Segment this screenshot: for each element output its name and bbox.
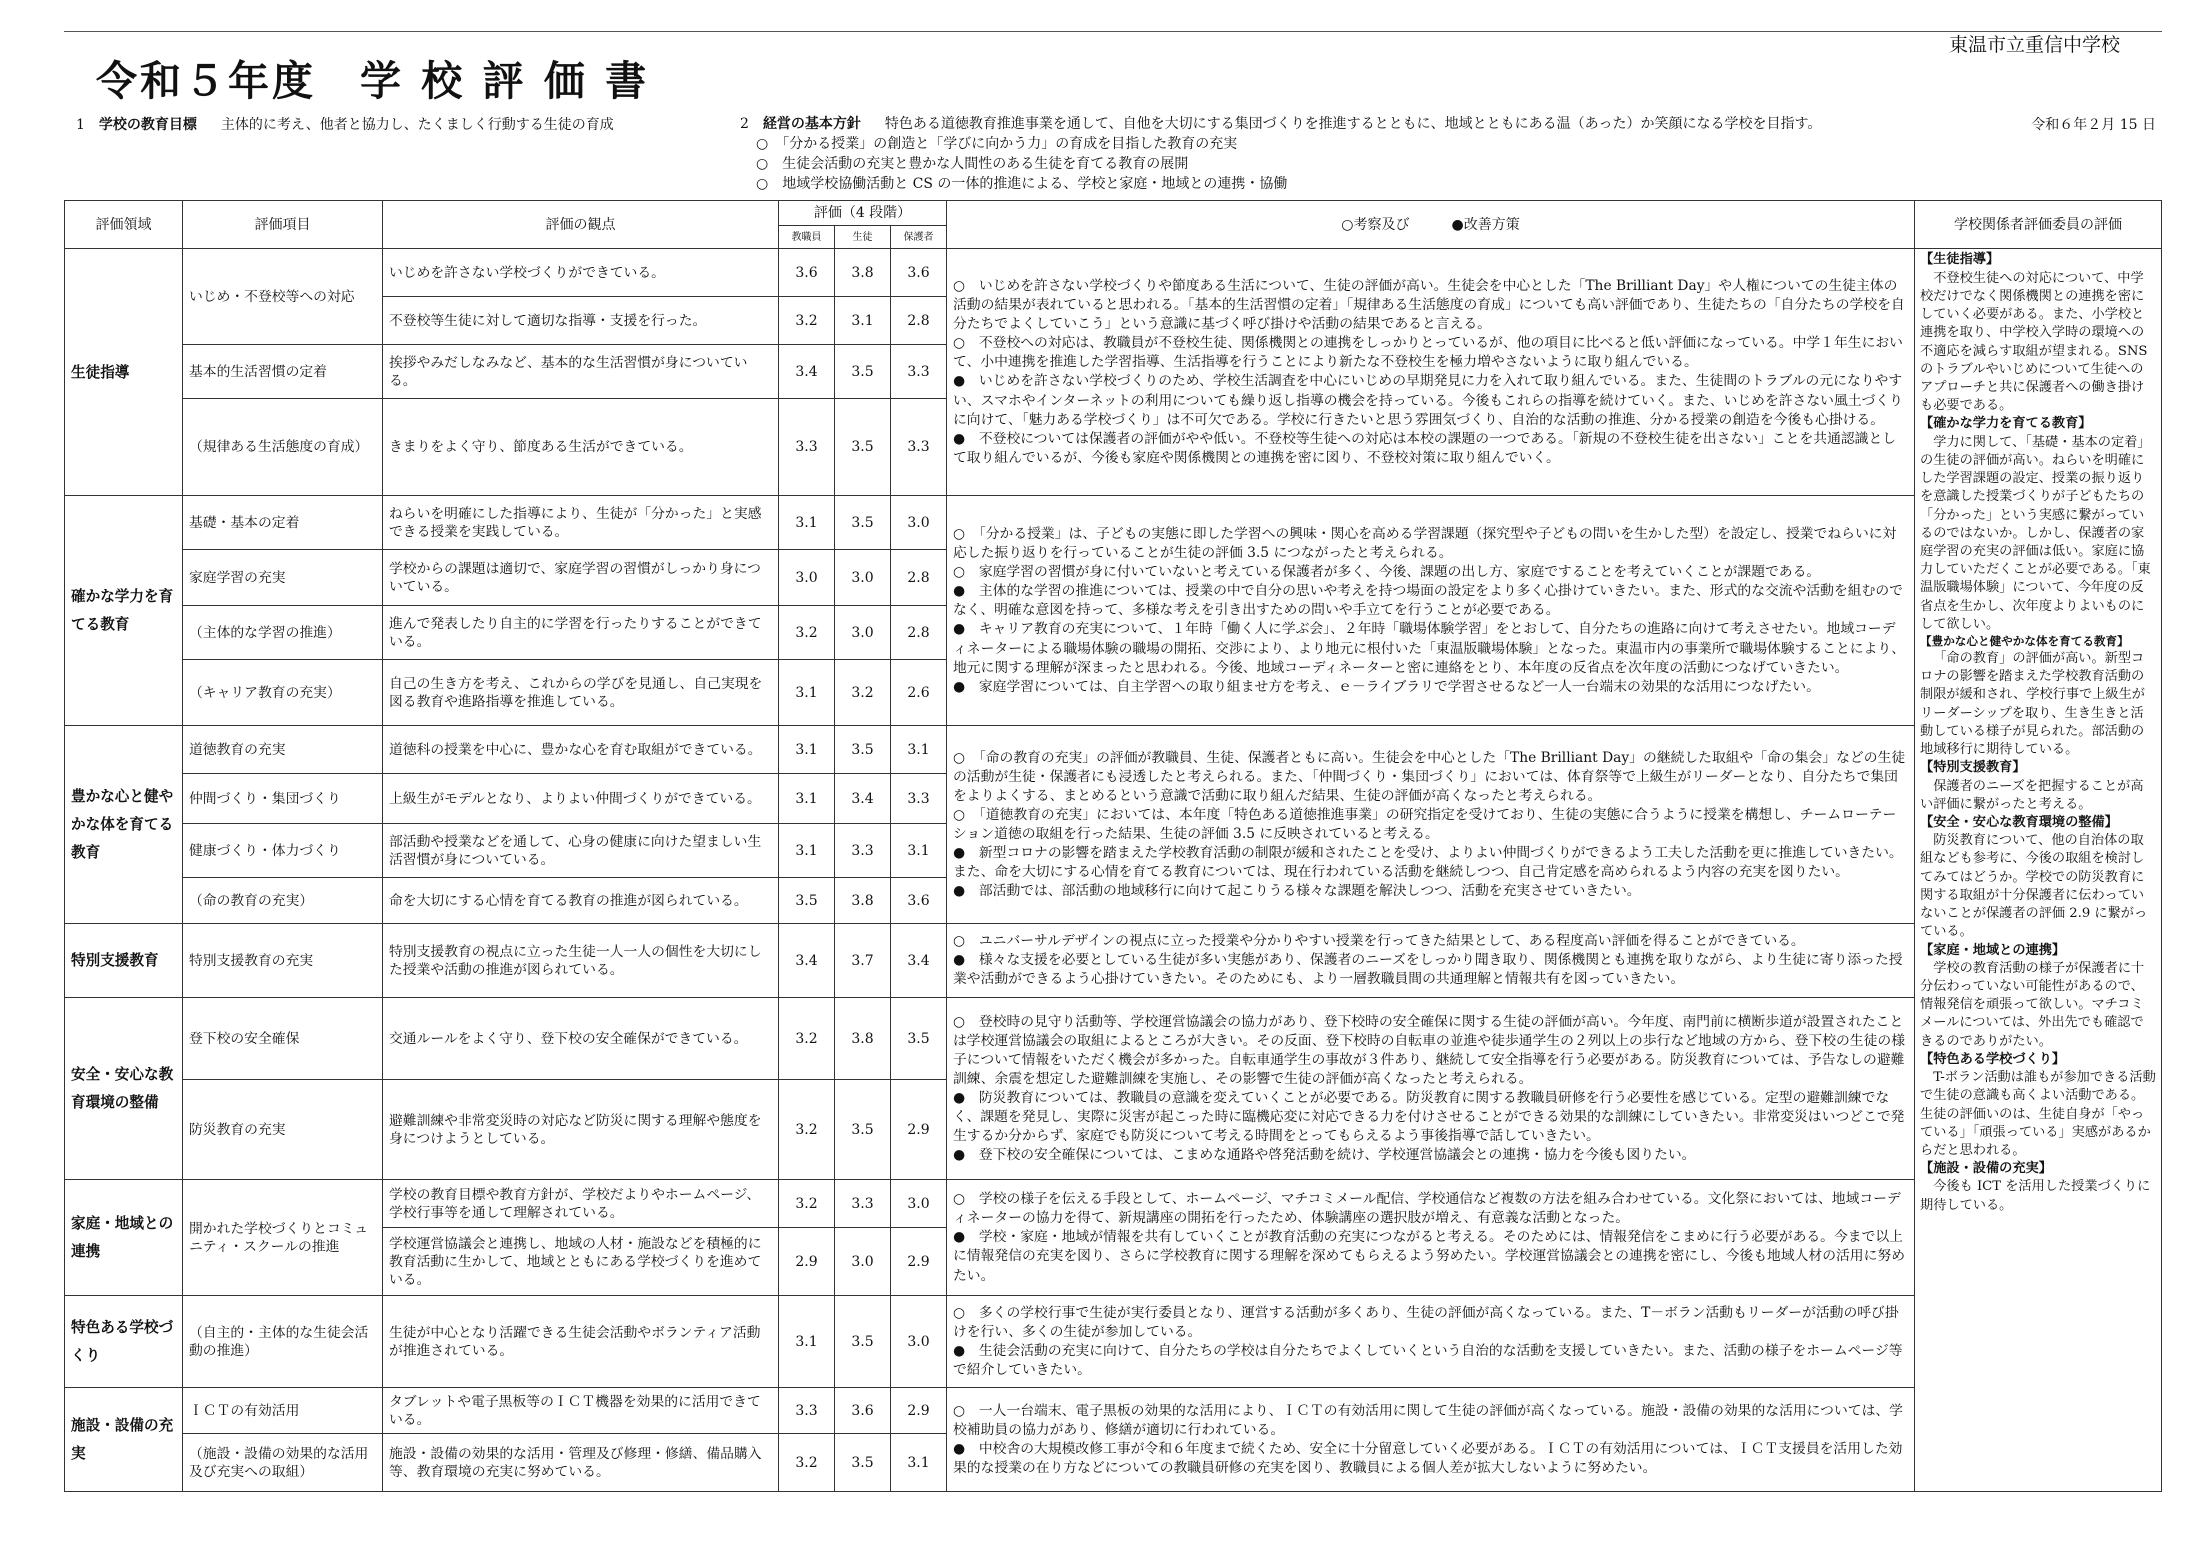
item-cell: 仲間づくり・集団づくり <box>183 774 383 824</box>
goal-text: 主体的に考え、他者と協力し、たくましく行動する生徒の育成 <box>220 117 614 133</box>
consideration-cell <box>947 249 1915 496</box>
score-staff: 3.1 <box>779 774 835 824</box>
consideration-item: ● 登下校の安全確保については、こまめな通路や啓発活動を続け、学校運営協議会との連携・協力を今後も図りたい。 <box>953 1147 1696 1164</box>
viewpoint-cell: 進んで発表したり自主的に学習を行ったりすることができている。 <box>383 606 779 660</box>
score-parents: 3.1 <box>891 824 947 878</box>
consideration-item: ○ いじめを許さない学校づくりや節度ある生活について、生徒の評価が高い。生徒会を中心とした「The Brilliant Day」や人権についての生徒主体の活動の結果が表れていると思われる。「基本的生活習慣の定着」「規律ある生活態度の育成」についても高い評価であり、生徒たちの「自分たちの学校を自分たちでよくしていこう」という意識に基づく呼び掛けや活動の結果であると言える。 <box>953 278 1905 333</box>
goal-heading: 学校の教育目標 <box>98 117 197 133</box>
score-students: 3.8 <box>835 878 891 924</box>
score-students: 3.0 <box>835 1228 891 1296</box>
committee-heading: 【施設・設備の充実】 <box>1920 1161 2052 1177</box>
consideration-item: ● 生徒会活動の充実に向けて、自分たちの学校は自分たちでよくしていくという自治的な活動を支援していきたい。また、活動の様子をホームページ等で紹介していきたい。 <box>953 1342 1903 1378</box>
committee-text: 学校の教育活動の様子が保護者に十分伝わっていない可能性があるので、情報発信を頑張って欲しい。マチコミメールについては、外出先でも確認できるのでありがたい。 <box>1920 960 2145 1049</box>
score-staff: 3.1 <box>779 726 835 774</box>
consideration-item: ● 部活動では、部活動の地域移行に向けて起こりうる様々な課題を解決しつつ、活動を充実させていきたい。 <box>953 883 1641 900</box>
viewpoint-cell: 部活動や授業などを通して、心身の健康に向けた望ましい生活習慣が身についている。 <box>383 824 779 878</box>
consideration-cell <box>947 1296 1915 1388</box>
viewpoint-cell: 学校の教育目標や教育方針が、学校だよりやホームページ、学校行事等を通して理解されている。 <box>383 1180 779 1228</box>
score-staff: 3.2 <box>779 1180 835 1228</box>
consideration-item: ● キャリア教育の充実について、１年時「働く人に学ぶ会」、２年時「職場体験学習」をとおして、自分たちの進路に向けて考えさせたい。地域コーディネーターによる職場体験の職場の開拓、交渉により、より地元に根付いた「東温版職場体験」となった。東温市内の事業所で職場体験することにより、地元に関する理解が深まったと思われる。今後、地域コーディネーターと密に連絡をとり、本年度の反省点を次年度の活動につなげていきたい。 <box>953 621 1905 676</box>
score-staff: 3.1 <box>779 496 835 550</box>
header-viewpoint: 評価の観点 <box>383 201 779 249</box>
table-row <box>65 726 2162 774</box>
score-staff: 3.4 <box>779 345 835 399</box>
score-staff: 3.3 <box>779 1388 835 1434</box>
consideration-cell <box>947 998 1915 1180</box>
item-cell: 健康づくり・体力づくり <box>183 824 383 878</box>
score-staff: 3.1 <box>779 660 835 726</box>
area-cell: 特別支援教育 <box>65 924 183 998</box>
item-cell: （キャリア教育の充実） <box>183 660 383 726</box>
consideration-item: ● 主体的な学習の推進については、授業の中で自分の思いや考えを持つ場面の設定をより多く心掛けていきたい。また、形式的な交流や活動を組むのでなく、明確な意図を持って、多様な考えを引き出すための問いや手立てを行うことが必要である。 <box>953 583 1903 619</box>
table-row <box>65 496 2162 550</box>
consideration-item: ○ 多くの学校行事で生徒が実行委員となり、運営する活動が多くあり、生徒の評価が高くなっている。また、T－ボラン活動もリーダーが活動の呼び掛けを行い、多くの生徒が参加している。 <box>953 1304 1899 1340</box>
score-staff: 3.4 <box>779 924 835 998</box>
header-sub-students: 生徒 <box>835 226 891 249</box>
score-students: 3.8 <box>835 998 891 1080</box>
score-parents: 2.9 <box>891 1388 947 1434</box>
item-cell: （命の教育の充実） <box>183 878 383 924</box>
area-cell: 施設・設備の充実 <box>65 1388 183 1492</box>
score-parents: 3.3 <box>891 399 947 496</box>
score-staff: 3.2 <box>779 1434 835 1492</box>
score-staff: 3.2 <box>779 297 835 345</box>
score-students: 3.0 <box>835 550 891 606</box>
score-staff: 3.0 <box>779 550 835 606</box>
score-students: 3.2 <box>835 660 891 726</box>
item-cell: いじめ・不登校等への対応 <box>183 249 383 345</box>
committee-heading: 【生徒指導】 <box>1920 252 2000 268</box>
consideration-cell <box>947 496 1915 726</box>
table-row <box>65 1388 2162 1434</box>
consideration-item: ○ 家庭学習の習慣が身に付いていないと考えている保護者が多く、今後、課題の出し方、家庭ですることを考えていくことが課題である。 <box>953 564 1821 581</box>
header-consider: ○考察及び ●改善方策 <box>947 201 1915 249</box>
committee-heading: 【豊かな心と健やかな体を育てる教育】 <box>1920 634 2129 649</box>
score-parents: 3.0 <box>891 1296 947 1388</box>
score-students: 3.7 <box>835 924 891 998</box>
score-students: 3.1 <box>835 297 891 345</box>
consideration-cell <box>947 726 1915 924</box>
item-cell: 基礎・基本の定着 <box>183 496 383 550</box>
area-cell: 生徒指導 <box>65 249 183 496</box>
score-parents: 2.8 <box>891 550 947 606</box>
viewpoint-cell: 道徳科の授業を中心に、豊かな心を育む取組ができている。 <box>383 726 779 774</box>
viewpoint-cell: 命を大切にする心情を育てる教育の推進が図られている。 <box>383 878 779 924</box>
consideration-item: ● 家庭学習については、自主学習への取り組ませ方を考え、ｅ－ライブラリで学習させるなど一人一台端末の効果的な活用につなげたい。 <box>953 678 1820 695</box>
viewpoint-cell: 不登校等生徒に対して適切な指導・支援を行った。 <box>383 297 779 345</box>
header-eval: 評価（4 段階） <box>779 201 947 226</box>
policy-heading: 経営の基本方針 <box>762 116 861 132</box>
committee-heading: 【特色ある学校づくり】 <box>1920 1051 2066 1067</box>
viewpoint-cell: いじめを許さない学校づくりができている。 <box>383 249 779 297</box>
score-parents: 3.0 <box>891 1180 947 1228</box>
consideration-item: ● 様々な支援を必要としている生徒が多い実態があり、保護者のニーズをしっかり聞き取り、関係機関とも連携を取りながら、より生徒に寄り添った授業や活動ができるよう心掛けていきたい。そのためにも、より一層教職員間の共通理解と情報共有を図っていきたい。 <box>953 952 1903 988</box>
item-cell: （自主的・主体的な生徒会活動の推進） <box>183 1296 383 1388</box>
table-row <box>65 249 2162 297</box>
viewpoint-cell: 特別支援教育の視点に立った生徒一人一人の個性を大切にした授業や活動の推進が図られている。 <box>383 924 779 998</box>
score-students: 3.5 <box>835 1080 891 1180</box>
viewpoint-cell: 挨拶やみだしなみなど、基本的な生活習慣が身についている。 <box>383 345 779 399</box>
score-parents: 3.5 <box>891 998 947 1080</box>
score-students: 3.0 <box>835 606 891 660</box>
item-cell: 登下校の安全確保 <box>183 998 383 1080</box>
consideration-item: ○ 「分かる授業」は、子どもの実態に即した学習への興味・関心を高める学習課題（探究型や子どもの問いを生かした型）を設定し、授業でねらいに対応した振り返りを行っていることが生徒の評価 3.5 につながったと考えられる。 <box>953 526 1897 562</box>
viewpoint-cell: 学校からの課題は適切で、家庭学習の習慣がしっかり身についている。 <box>383 550 779 606</box>
score-staff: 3.6 <box>779 249 835 297</box>
committee-heading: 【確かな学力を育てる教育】 <box>1920 416 2092 432</box>
committee-text: 学力に関して、「基礎・基本の定着」の生徒の評価が高い。ねらいを明確にした学習課題の設定、授業の振り返りを意識した授業づくりが子どもたちの「分かった」という実感に繋がっているのではないか。しかし、保護者の家庭学習の充実の評価は低い。家庭に協力していただくことが必要である。「東温版職場体験」について、今年度の反省点を生かし、次年度よりよいものにして欲しい。 <box>1920 434 2151 632</box>
viewpoint-cell: 生徒が中心となり活躍できる生徒会活動やボランティア活動が推進されている。 <box>383 1296 779 1388</box>
committee-text: 「命の教育」の評価が高い。新型コロナの影響を踏まえた学校教育活動の制限が緩和され、学校行事で上級生がリーダーシップを取り、生き生きと活動している様子が見られた。部活動の地域移行に期待している。 <box>1920 651 2145 758</box>
area-cell: 特色ある学校づくり <box>65 1296 183 1388</box>
top-rule <box>64 31 2162 32</box>
score-parents: 3.0 <box>891 496 947 550</box>
school-goal <box>76 114 614 134</box>
viewpoint-cell: ねらいを明確にした指導により、生徒が「分かった」と実感できる授業を実践している。 <box>383 496 779 550</box>
committee-text: 不登校生徒への対応について、中学校だけでなく関係機関との連携を密にしていく必要がある。また、小学校と連携を取り、中学校入学時の環境への不適応を減らす取組が望まれる。SNS のトラブルやいじめについて生徒へのアプローチと共に保護者への働き掛けも必要である。 <box>1920 270 2148 414</box>
score-staff: 3.3 <box>779 399 835 496</box>
item-cell: 家庭学習の充実 <box>183 550 383 606</box>
policy-text: 特色ある道徳教育推進事業を通して、自他を大切にする集団づくりを推進するとともに、地域とともにある温（あった）か笑顔になる学校を目指す。 <box>884 116 1822 132</box>
school-name: 東温市立重信中学校 <box>1948 34 2120 56</box>
consideration-item: ● 不登校については保護者の評価がやや低い。不登校等生徒への対応は本校の課題の一つである。「新規の不登校生徒を出さない」ことを共通認識として取り組んでいるが、今後も家庭や関係機関との連携を密に図り、不登校対策に取り組んでいく。 <box>953 430 1897 466</box>
score-students: 3.5 <box>835 345 891 399</box>
header-committee: 学校関係者評価委員の評価 <box>1915 201 2162 249</box>
header-area: 評価領域 <box>65 201 183 249</box>
viewpoint-cell: 交通ルールをよく守り、登下校の安全確保ができている。 <box>383 998 779 1080</box>
policy-number: 2 <box>740 116 749 132</box>
consideration-cell <box>947 1180 1915 1296</box>
score-students: 3.5 <box>835 1434 891 1492</box>
consideration-item: ● いじめを許さない学校づくりのため、学校生活調査を中心にいじめの早期発見に力を入れて取り組んでいる。また、生徒間のトラブルの元になりやすい、スマホやインターネットの利用についても繰り返し指導の機会を持っている。今後もこれらの指導を続けていく。また、いじめを許さない風土づくりに向けて、「魅力ある学校づくり」は不可欠である。学校に行きたいと思う雰囲気づくり、自治的な活動の推進、分かる授業の創造を今後も心掛ける。 <box>953 373 1903 428</box>
score-parents: 3.4 <box>891 924 947 998</box>
item-cell: （施設・設備の効果的な活用及び充実への取組） <box>183 1434 383 1492</box>
consideration-item: ○ 学校の様子を伝える手段として、ホームページ、マチコミメール配信、学校通信など複数の方法を組み合わせている。文化祭においては、地域コーディネーターの協力を得て、新規講座の開拓を行ったため、体験講座の選択肢が増え、有意義な活動となった。 <box>953 1191 1901 1227</box>
score-students: 3.8 <box>835 249 891 297</box>
score-parents: 3.1 <box>891 726 947 774</box>
consideration-item: ○ 「道徳教育の充実」においては、本年度「特色ある道徳推進事業」の研究指定を受けており、生徒の実態に合うように授業を構想し、チームローテーション道徳の取組を行った結果、生徒の評価 3.5 に反映されていると考える。 <box>953 806 1897 842</box>
item-cell: （規律ある生活態度の育成） <box>183 399 383 496</box>
score-staff: 2.9 <box>779 1228 835 1296</box>
document-title: 令和５年度 学 校 評 価 書 <box>96 57 650 105</box>
committee-text: 今後も ICT を活用した授業づくりに期待している。 <box>1920 1179 2151 1213</box>
goal-number: 1 <box>76 117 85 133</box>
consideration-item: ● 防災教育については、教職員の意識を変えていくことが必要である。防災教育に関する教職員研修を行う必要性を感じている。定型の避難訓練でなく、課題を発見し、実際に災害が起こった時に臨機応変に対応できる力を付けさせることができる効果的な訓練にしていきたい。非常変災はいつどこで発生するか分からず、家庭でも防災について考える時間をとってもらえるよう事後指導で話していきたい。 <box>953 1089 1905 1145</box>
viewpoint-cell: きまりをよく守り、節度ある生活ができている。 <box>383 399 779 496</box>
score-staff: 3.2 <box>779 606 835 660</box>
consideration-item: ○ 不登校への対応は、教職員が不登校生徒、関係機関との連携をしっかりとっているが、他の項目に比べると低い評価になっている。中学１年生において、小中連携を推進した学習指導、生活指導を行うことにより新たな不登校生を極力増やさないように取り組んでいる。 <box>953 335 1903 371</box>
policy-point: ○ 「分かる授業」の創造と「学びに向かう力」の育成を目指した教育の充実 <box>756 136 1238 152</box>
item-cell: （主体的な学習の推進） <box>183 606 383 660</box>
viewpoint-cell: 上級生がモデルとなり、よりよい仲間づくりができている。 <box>383 774 779 824</box>
consideration-item: ○ ユニバーサルデザインの視点に立った授業や分かりやすい授業を行ってきた結果として、ある程度高い評価を得ることができている。 <box>953 933 1805 950</box>
score-staff: 3.1 <box>779 1296 835 1388</box>
score-students: 3.6 <box>835 1388 891 1434</box>
viewpoint-cell: 施設・設備の効果的な活用・管理及び修理・修繕、備品購入等、教育環境の充実に努めている。 <box>383 1434 779 1492</box>
area-cell: 豊かな心と健やかな体を育てる教育 <box>65 726 183 924</box>
item-cell: 防災教育の充実 <box>183 1080 383 1180</box>
viewpoint-cell: 自己の生き方を考え、これからの学びを見通し、自己実現を図る教育や進路指導を推進している。 <box>383 660 779 726</box>
score-parents: 2.9 <box>891 1228 947 1296</box>
committee-text: 保護者のニーズを把握することが高い評価に繋がったと考える。 <box>1920 778 2144 812</box>
table-row <box>65 998 2162 1080</box>
consideration-item: ○ 一人一台端末、電子黒板の効果的な活用により、ＩＣＴの有効活用に関して生徒の評価が高くなっている。施設・設備の効果的な活用については、学校補助員の協力があり、修繕が適切に行われている。 <box>953 1402 1903 1438</box>
item-cell: 特別支援教育の充実 <box>183 924 383 998</box>
viewpoint-cell: タブレットや電子黒板等のＩＣＴ機器を効果的に活用できている。 <box>383 1388 779 1434</box>
score-students: 3.4 <box>835 774 891 824</box>
committee-cell <box>1915 249 2162 1492</box>
score-parents: 3.6 <box>891 878 947 924</box>
score-staff: 3.2 <box>779 1080 835 1180</box>
table-row <box>65 1180 2162 1228</box>
score-students: 3.5 <box>835 726 891 774</box>
header-item: 評価項目 <box>183 201 383 249</box>
evaluation-table <box>64 200 2162 1492</box>
management-policy <box>740 114 1821 194</box>
area-cell: 確かな学力を育てる教育 <box>65 496 183 726</box>
score-students: 3.3 <box>835 824 891 878</box>
header-sub-staff: 教職員 <box>779 226 835 249</box>
item-cell: 開かれた学校づくりとコミュニティ・スクールの推進 <box>183 1180 383 1296</box>
consideration-item: ○ 登校時の見守り活動等、学校運営協議会の協力があり、登下校時の安全確保に関する生徒の評価が高い。今年度、南門前に横断歩道が設置されたことは学校運営協議会の取組によるところが大きい。その反面、登下校時の自転車の並進や徒歩通学生の２列以上の歩行など地域の方から、登下校の生徒の様子について情報をいただく機会が多かった。自転車通学生の事故が３件あり、継続して安全指導を行う必要がある。防災教育については、予告なしの避難訓練、余震を想定した避難訓練を実施し、その影響で生徒の評価が高くなったと考えられる。 <box>953 1013 1905 1087</box>
area-cell: 家庭・地域との連携 <box>65 1180 183 1296</box>
score-students: 3.5 <box>835 1296 891 1388</box>
score-staff: 3.5 <box>779 878 835 924</box>
score-students: 3.5 <box>835 399 891 496</box>
score-staff: 3.2 <box>779 998 835 1080</box>
committee-heading: 【家庭・地域との連携】 <box>1920 942 2066 958</box>
committee-text: T-ボラン活動は誰もが参加できる活動で生徒の意識も高くよい活動である。生徒の評価いのは、生徒自身が「やっている」「頑張っている」実感があるからだと思われる。 <box>1920 1070 2156 1158</box>
document-date: 令和６年２月 15 日 <box>2031 117 2156 133</box>
committee-text: 防災教育について、他の自治体の取組なども参考に、今後の取組を検討してみてはどうか。学校での防災教育に関する取組が十分保護者に伝わっていないことが保護者の評価 2.9 に繋がっている。 <box>1920 833 2148 940</box>
table-row <box>65 1296 2162 1388</box>
policy-point: ○ 地域学校協働活動と CS の一体的推進による、学校と家庭・地域との連携・協働 <box>756 176 1288 192</box>
consideration-item: ● 中校舎の大規模改修工事が令和６年度まで続くため、安全に十分留意していく必要がある。ＩＣＴの有効活用については、ＩＣＴ支援員を活用した効果的な授業の在り方などについての教職員研修の充実を図り、教職員による個人差が拡大しないように努めたい。 <box>953 1440 1903 1476</box>
item-cell: ＩＣＴの有効活用 <box>183 1388 383 1434</box>
consideration-cell <box>947 1388 1915 1492</box>
header-sub-parents: 保護者 <box>891 226 947 249</box>
consideration-item: ● 学校・家庭・地域が情報を共有していくことが教育活動の充実につながると考える。そのためには、情報発信をこまめに行う必要がある。今まで以上に情報発信の充実を図り、さらに学校教育に関する理解を深めてもらえるよう努めたい。学校運営協議会との連携を密にし、今後も地域人材の活用に努めたい。 <box>953 1229 1905 1284</box>
score-parents: 2.8 <box>891 297 947 345</box>
score-parents: 2.6 <box>891 660 947 726</box>
consideration-item: ○ 「命の教育の充実」の評価が教職員、生徒、保護者ともに高い。生徒会を中心とした「The Brilliant Day」の継続した取組や「命の集会」などの生徒の活動が生徒・保護者にも浸透したと考えられる。また、「仲間づくり・集団づくり」においては、体育祭等で上級生がリーダーとなり、自分たちで集団をよりよくする、まとめるという意識で活動に取り組んだ結果、生徒の評価が高くなったと考えられる。 <box>953 749 1906 804</box>
area-cell: 安全・安心な教育環境の整備 <box>65 998 183 1180</box>
score-parents: 3.3 <box>891 345 947 399</box>
consideration-cell <box>947 924 1915 998</box>
score-parents: 3.3 <box>891 774 947 824</box>
viewpoint-cell: 学校運営協議会と連携し、地域の人材・施設などを積極的に教育活動に生かして、地域とともにある学校づくりを進めている。 <box>383 1228 779 1296</box>
policy-point: ○ 生徒会活動の充実と豊かな人間性のある生徒を育てる教育の展開 <box>756 156 1189 172</box>
consideration-item: ● 新型コロナの影響を踏まえた学校教育活動の制限が緩和されたことを受け、よりよい仲間づくりができるよう工夫した活動を更に推進していきたい。また、命を大切にする心情を育てる教育については、現在行われている活動を継続しつつ、自己肯定感を高められるよう内容の充実を図りたい。 <box>953 845 1903 881</box>
committee-heading: 【特別支援教育】 <box>1920 760 2026 776</box>
item-cell: 基本的生活習慣の定着 <box>183 345 383 399</box>
score-parents: 3.6 <box>891 249 947 297</box>
score-students: 3.5 <box>835 496 891 550</box>
committee-heading: 【安全・安心な教育環境の整備】 <box>1920 815 2118 831</box>
score-parents: 3.1 <box>891 1434 947 1492</box>
item-cell: 道徳教育の充実 <box>183 726 383 774</box>
table-row <box>65 924 2162 998</box>
score-parents: 2.8 <box>891 606 947 660</box>
score-parents: 2.9 <box>891 1080 947 1180</box>
score-students: 3.3 <box>835 1180 891 1228</box>
viewpoint-cell: 避難訓練や非常変災時の対応など防災に関する理解や態度を身につけようとしている。 <box>383 1080 779 1180</box>
score-staff: 3.1 <box>779 824 835 878</box>
